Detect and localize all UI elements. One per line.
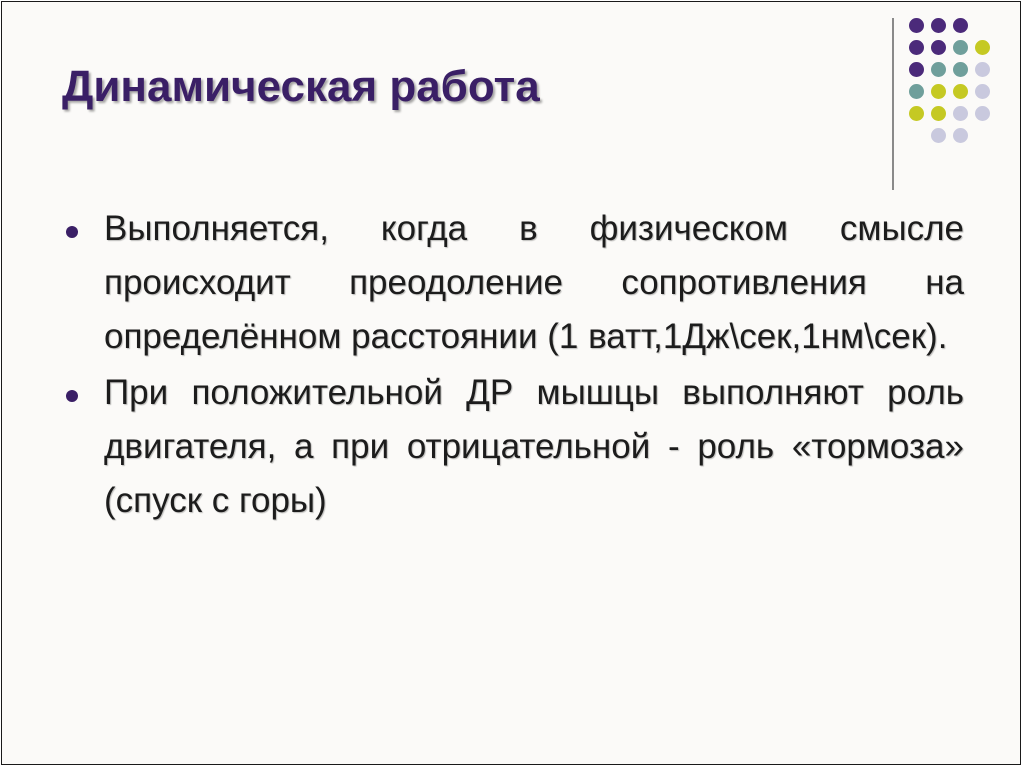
decorative-dot [931,18,946,33]
decorative-dot [909,106,924,121]
decorative-dot [909,18,924,33]
bullet-icon [66,226,78,238]
decorative-dot-grid [2,2,1024,202]
decorative-dot [975,40,990,55]
bullet-icon [66,390,78,402]
decorative-dot [953,40,968,55]
decorative-dot [931,40,946,55]
decorative-dot [975,84,990,99]
decorative-dot [931,62,946,77]
decorative-dot [909,62,924,77]
decorative-dot [953,106,968,121]
decorative-dot [953,84,968,99]
slide-title: Динамическая работа [62,62,540,111]
decorative-dot [953,62,968,77]
decorative-dot [953,128,968,143]
bullet-text: При положительной ДР мышцы выполняют роль двигателя, а при отрицательной - роль «тормоза» (спуск с горы) [104,373,964,520]
decorative-dot [975,62,990,77]
bullet-item [64,202,964,364]
decorative-dot [953,18,968,33]
decorative-dot [975,106,990,121]
slide [1,1,1021,765]
decorative-dot [909,40,924,55]
bullet-list [64,202,964,530]
decorative-dot [931,84,946,99]
decorative-dot [909,84,924,99]
bullet-item [64,366,964,528]
bullet-text: Выполняется, когда в физическом смысле происходит преодоление сопротивления на определённом расстоянии (1 ватт,1Дж\сек,1нм\сек). [104,209,964,356]
decorative-dot [931,106,946,121]
decorative-dot [931,128,946,143]
